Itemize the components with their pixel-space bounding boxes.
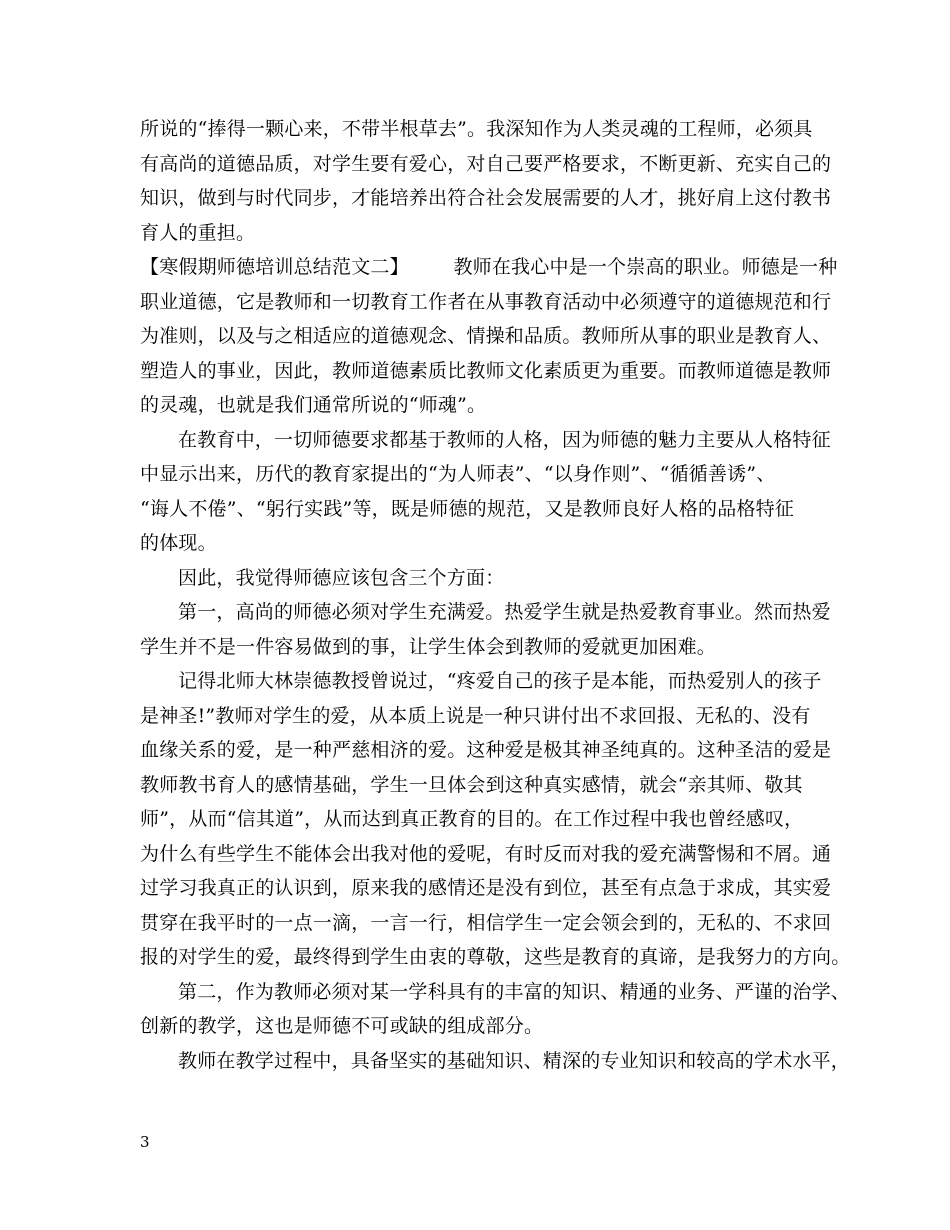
text-line: 教师在教学过程中，具备坚实的基础知识、精深的专业知识和较高的学术水平， [178,1050,851,1072]
text-line: 塑造人的事业，因此，教师道德素质比教师文化素质更为重要。而教师道德是教师 [140,360,832,382]
text-line: 师”，从而“信其道”，从而达到真正教育的目的。在工作过程中我也曾经感叹， [140,808,804,830]
text-line: 的灵魂，也就是我们通常所说的“师魂”。 [140,394,487,416]
text-line: 职业道德，它是教师和一切教育工作者在从事教育活动中必须遵守的道德规范和行 [140,291,832,313]
text-line: 第一，高尚的师德必须对学生充满爱。热爱学生就是热爱教育事业。然而热爱 [178,601,831,623]
section-heading-line: 【寒假期师德培训总结范文二】 教师在我心中是一个崇高的职业。师德是一种 [140,256,838,278]
text-line: 教师教书育人的感情基础，学生一旦体会到这种真实感情，就会“亲其师、敬其 [140,774,803,796]
text-line: 是神圣!”教师对学生的爱，从本质上说是一种只讲付出不求回报、无私的、没有 [140,705,811,727]
text-line: 贯穿在我平时的一点一滴，一言一行，相信学生一定会领会到的，无私的、不求回 [140,912,832,934]
text-line: 为什么有些学生不能体会出我对他的爱呢，有时反而对我的爱充满警惕和不屑。通 [140,843,832,865]
text-line: 育人的重担。 [140,222,256,244]
text-line: 记得北师大林崇德教授曾说过，“疼爱自己的孩子是本能，而热爱别人的孩子 [178,670,822,692]
text-line: 报的对学生的爱，最终得到学生由衷的尊敬，这些是教育的真谛，是我努力的方向。 [140,946,851,968]
text-line: 所说的“捧得一颗心来，不带半根草去”。我深知作为人类灵魂的工程师，必须具 [140,118,813,140]
text-line: 血缘关系的爱，是一种严慈相济的爱。这种爱是极其神圣纯真的。这种圣洁的爱是 [140,739,832,761]
text-line: 因此，我觉得师德应该包含三个方面： [178,567,505,589]
text-line: “诲人不倦”、“躬行实践”等，既是师德的规范，又是教师良好人格的品格特征 [140,498,795,520]
text-line: 中显示出来，历代的教育家提出的“为人师表”、“以身作则”、“循循善诱”、 [140,463,776,485]
text-line: 有高尚的道德品质，对学生要有爱心，对自己要严格要求，不断更新、充实自己的 [140,153,832,175]
text-line: 知识，做到与时代同步，才能培养出符合社会发展需要的人才，挑好肩上这付教书 [140,187,832,209]
text-line: 过学习我真正的认识到，原来我的感情还是没有到位，甚至有点急于求成，其实爱 [140,877,832,899]
text-line: 创新的教学，这也是师德不可或缺的组成部分。 [140,1015,544,1037]
text-line: 为准则，以及与之相适应的道德观念、情操和品质。教师所从事的职业是教育人、 [140,325,832,347]
text-line: 学生并不是一件容易做到的事，让学生体会到教师的爱就更加困难。 [140,636,717,658]
text-line: 的体现。 [140,532,217,554]
page-number: 3 [140,1133,150,1151]
text-line: 第二，作为教师必须对某一学科具有的丰富的知识、精通的业务、严谨的治学、 [178,981,851,1003]
text-line: 在教育中，一切师德要求都基于教师的人格，因为师德的魅力主要从人格特征 [178,429,831,451]
